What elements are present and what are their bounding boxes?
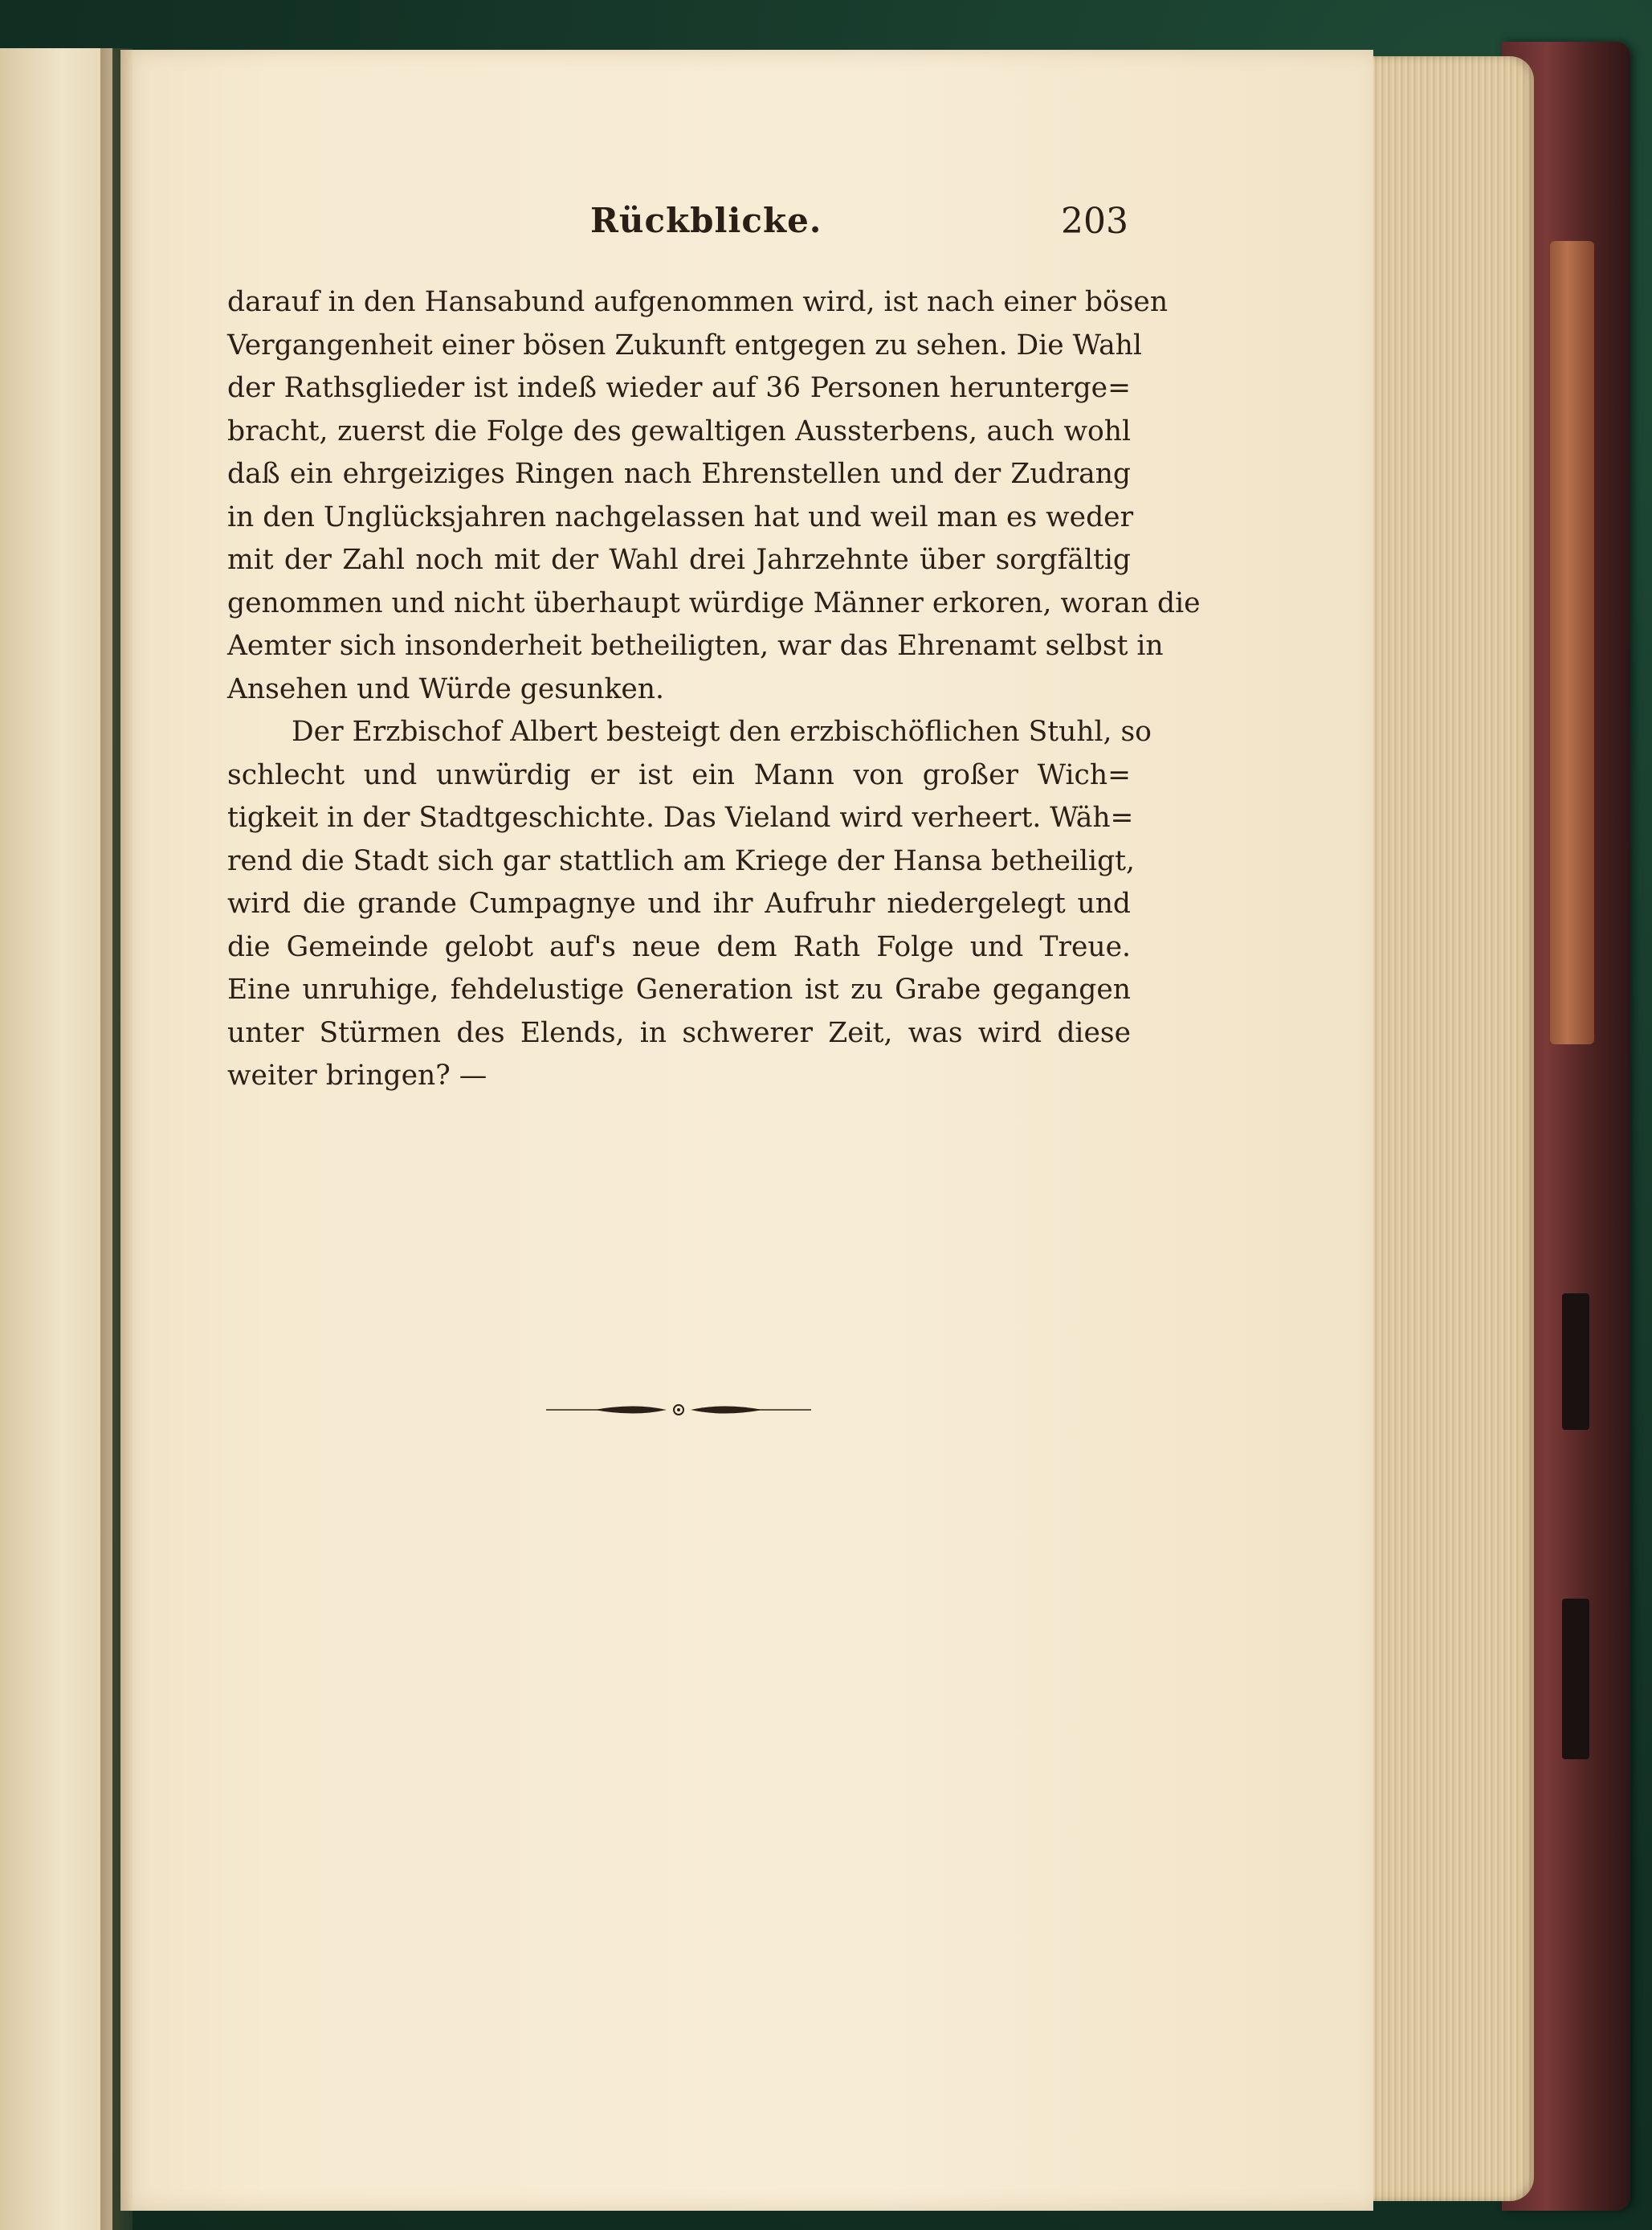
left-page (0, 48, 112, 2230)
text-line: Der Erzbischof Albert besteigt den erzbischöflichen Stuhl, so (292, 716, 1152, 748)
text-line: daß ein ehrgeiziges Ringen nach Ehrenstellen und der Zudrang (227, 458, 1131, 490)
text-line: in den Unglücksjahren nachgelassen hat und weil man es weder (227, 500, 1134, 533)
text-line: weiter bringen? — (227, 1060, 487, 1092)
running-head-title: Rückblicke. (590, 201, 822, 240)
page-number: 203 (1061, 201, 1128, 242)
text-line: wird die grande Cumpagnye und ihr Aufruhr niedergelegt und (227, 888, 1131, 920)
text-line: Aemter sich insonderheit betheiligten, war das Ehrenamt selbst in (227, 630, 1164, 662)
paragraph (227, 711, 1152, 1098)
cover-worn-edge (1550, 241, 1594, 1044)
running-head (225, 201, 1128, 257)
text-line: unter Stürmen des Elends, in schwerer Zeit, was wird diese (227, 1016, 1131, 1049)
page-edges (1365, 56, 1534, 2201)
text-line: bracht, zuerst die Folge des gewaltigen Aussterbens, auch wohl (227, 415, 1131, 447)
cover-tab (1562, 1293, 1589, 1430)
ornament-divider-icon (546, 1398, 811, 1422)
text-line: genommen und nicht überhaupt würdige Männer erkoren, woran die (227, 586, 1201, 619)
text-line: tigkeit in der Stadtgeschichte. Das Vieland wird verheert. Wäh= (227, 802, 1134, 834)
text-line: Eine unruhige, fehdelustige Generation ist zu Grabe gegangen (227, 974, 1131, 1006)
paragraph (227, 281, 1201, 711)
text-line: darauf in den Hansabund aufgenommen wird, ist nach einer bösen (227, 286, 1169, 318)
text-line: der Rathsglieder ist indeß wieder auf 36 Personen herunterge= (227, 372, 1131, 404)
book-gutter (100, 48, 133, 2230)
cover-tab (1562, 1599, 1589, 1759)
text-line: schlecht und unwürdig er ist ein Mann von großer Wich= (227, 758, 1131, 791)
text-line: die Gemeinde gelobt auf's neue dem Rath Folge und Treue. (227, 930, 1131, 963)
text-line: mit der Zahl noch mit der Wahl drei Jahrzehnte über sorgfältig (227, 544, 1131, 576)
text-line: rend die Stadt sich gar stattlich am Kriege der Hansa betheiligt, (227, 844, 1135, 877)
body-text (227, 281, 1201, 1098)
text-line: Ansehen und Würde gesunken. (227, 672, 664, 705)
text-line: Vergangenheit einer bösen Zukunft entgegen zu sehen. Die Wahl (227, 329, 1142, 361)
